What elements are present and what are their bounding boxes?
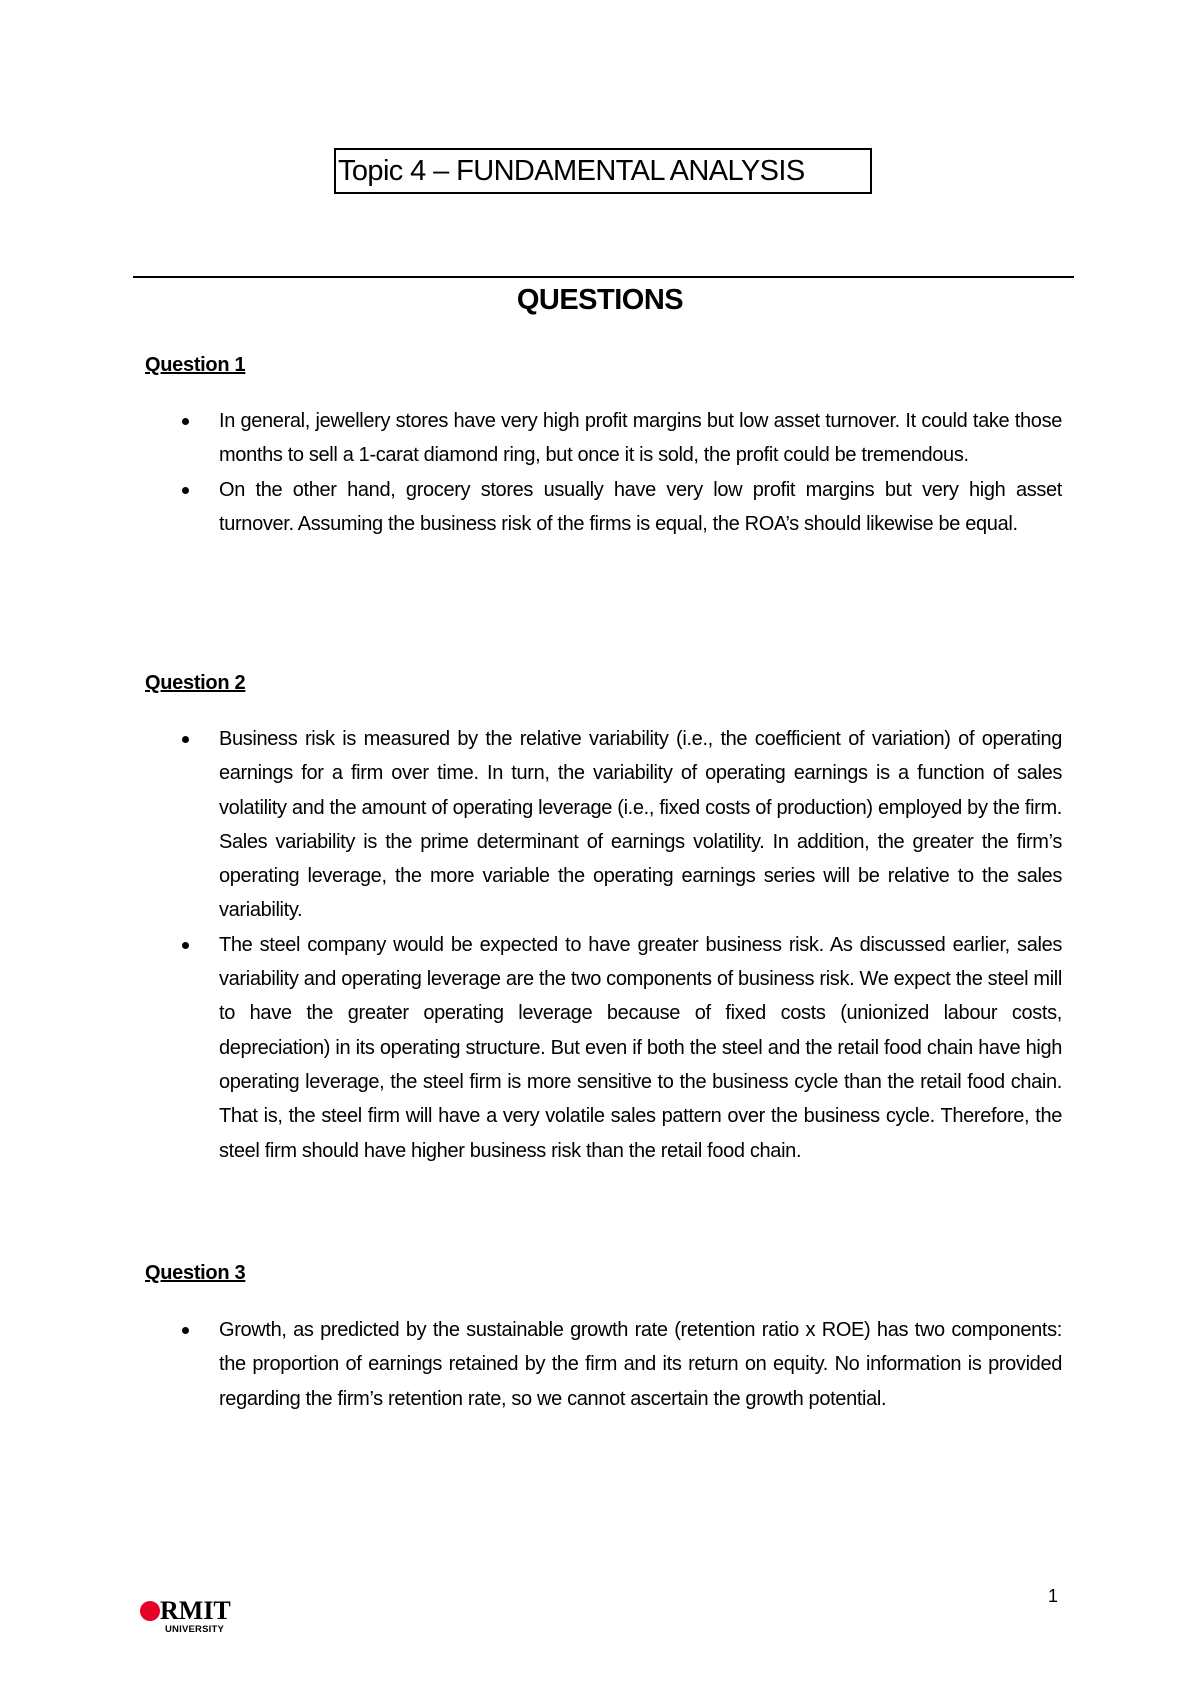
logo-subtitle: UNIVERSITY [165, 1624, 225, 1635]
question-1-heading: Question 1 [145, 354, 246, 376]
list-item: On the other hand, grocery stores usually have very low profit margins but very high asset turnover. Assuming the business risk of the firms is equal, the ROA’s should likewise be equal. [182, 473, 1062, 542]
logo-circle-icon [140, 1601, 160, 1621]
bullet-icon [182, 487, 189, 494]
horizontal-rule [133, 276, 1074, 278]
question-2-heading: Question 2 [145, 672, 246, 694]
question-2-list [182, 722, 1062, 1168]
question-1-list [182, 404, 1062, 541]
document-title: Topic 4 – FUNDAMENTAL ANALYSIS [334, 148, 872, 194]
list-item: The steel company would be expected to have greater business risk. As discussed earlier, sales variability and operating leverage are the two components of business risk. We expect the steel mill to have the greater operating leverage because of fixed costs (unionized labour costs, depreciation) in its operating structure. But even if both the steel and the retail food chain have high operating leverage, the steel firm is more sensitive to the business cycle than the retail food chain. That is, the steel firm will have a very volatile sales pattern over the business cycle. Therefore, the steel firm should have higher business risk than the retail food chain. [182, 928, 1062, 1168]
bullet-icon [182, 942, 189, 949]
bullet-icon [182, 736, 189, 743]
rmit-logo [140, 1597, 255, 1637]
list-item: Business risk is measured by the relative variability (i.e., the coefficient of variation) of operating earnings for a firm over time. In turn, the variability of operating earnings is a function of sales volatility and the amount of operating leverage (i.e., fixed costs of production) employed by the firm. Sales variability is the prime determinant of earnings volatility. In addition, the greater the firm’s operating leverage, the more variable the operating earnings series will be relative to the sales variability. [182, 722, 1062, 928]
question-3-heading: Question 3 [145, 1262, 246, 1284]
page-number: 1 [1048, 1586, 1059, 1606]
logo-wordmark: RMIT [160, 1596, 231, 1625]
list-item: In general, jewellery stores have very high profit margins but low asset turnover. It could take those months to sell a 1-carat diamond ring, but once it is sold, the profit could be tremendous. [182, 404, 1062, 473]
bullet-icon [182, 1327, 189, 1334]
questions-heading: QUESTIONS [516, 284, 684, 316]
list-item: Growth, as predicted by the sustainable growth rate (retention ratio x ROE) has two components: the proportion of earnings retained by the firm and its return on equity. No information is provided regarding the firm’s retention rate, so we cannot ascertain the growth potential. [182, 1313, 1062, 1416]
question-3-list [182, 1313, 1062, 1416]
bullet-icon [182, 418, 189, 425]
